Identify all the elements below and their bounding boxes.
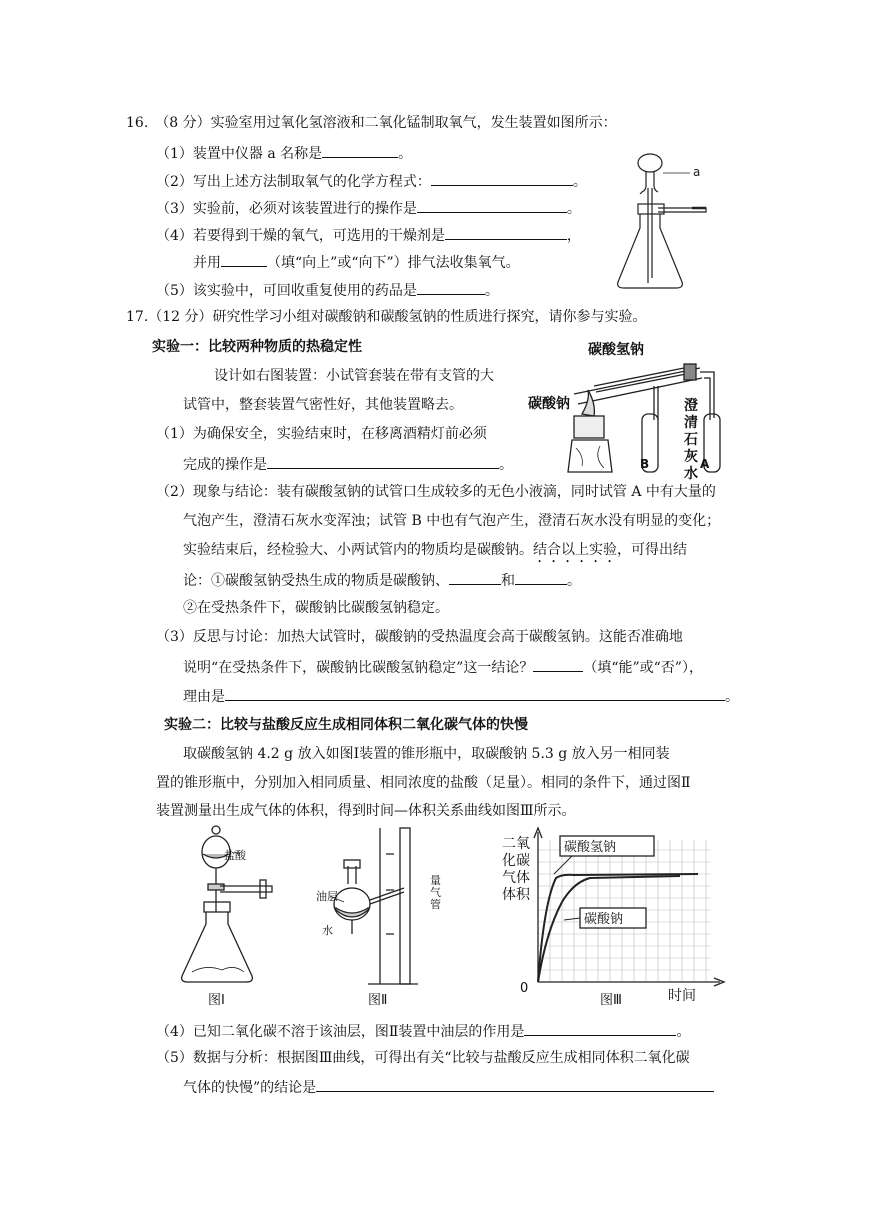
exp1-desc-2: 试管中，整套装置气密性好，其他装置略去。: [183, 397, 463, 413]
q16-part4a: （4）若要得到干燥的氧气，可选用的干燥剂是 ，: [156, 225, 581, 245]
svg-text:A: A: [700, 457, 710, 471]
q17-part1a: （1）为确保安全，实验结束时，在移离酒精灯前必须: [156, 426, 487, 442]
svg-text:石: 石: [684, 432, 698, 448]
answer-blank[interactable]: [445, 225, 567, 240]
svg-text:B: B: [640, 457, 650, 471]
svg-text:化碳: 化碳: [502, 853, 530, 869]
q17-part4: （4）已知二氧化碳不溶于该油层，图Ⅱ装置中油层的作用是 。: [156, 1021, 690, 1041]
svg-text:气体: 气体: [502, 870, 530, 886]
q17-part2b: 气泡产生，澄清石灰水变浑浊；试管 B 中也有气泡产生，澄清石灰水没有明显的变化；: [183, 513, 721, 529]
oxygen-generator-figure: [610, 148, 730, 293]
svg-text:时间: 时间: [668, 988, 696, 1004]
q16-stem: 16. （8 分）实验室用过氧化氢溶液和二氧化锰制取氧气，发生装置如图所示：: [126, 115, 617, 131]
q17-part2d: 论：①碳酸氢钠受热生成的物质是碳酸钠、 和 。: [183, 570, 581, 590]
svg-text:图Ⅲ: 图Ⅲ: [600, 993, 622, 1008]
q17-part1b: 完成的操作是 。: [183, 454, 513, 474]
answer-blank[interactable]: [322, 143, 398, 158]
q17-part2c: 实验结束后，经检验大、小两试管内的物质均是碳酸钠。结合以上实验，可得出结: [183, 542, 687, 558]
answer-blank[interactable]: [515, 570, 567, 585]
q17-part2e: ②在受热条件下，碳酸钠比碳酸氢钠稳定。: [183, 600, 449, 616]
exp2-title: 实验二：比较与盐酸反应生成相同体积二氧化碳气体的快慢: [164, 717, 528, 733]
svg-text:碳酸钠: 碳酸钠: [528, 396, 570, 412]
exp2-para-2: 置的锥形瓶中，分别加入相同质量、相同浓度的盐酸（足量）。相同的条件下，通过图Ⅱ: [156, 775, 691, 791]
answer-blank[interactable]: [533, 657, 583, 672]
q17-part3a: （3）反思与讨论：加热大试管时，碳酸钠的受热温度会高于碳酸氢钠。这能否准确地: [156, 629, 683, 645]
svg-text:盐酸: 盐酸: [224, 849, 246, 862]
svg-text:灰: 灰: [684, 449, 698, 465]
svg-text:碳酸氢钠: 碳酸氢钠: [564, 840, 617, 855]
q17-part3b: 说明“在受热条件下，碳酸钠比碳酸氢钠稳定”这一结论？ （填“能”或“否”），: [183, 657, 703, 677]
svg-text:量: 量: [430, 874, 441, 887]
svg-text:0: 0: [520, 981, 529, 996]
answer-blank[interactable]: [431, 171, 573, 186]
answer-blank[interactable]: [417, 280, 485, 295]
figure-I-flask: [176, 822, 286, 1012]
q16-part1: （1）装置中仪器 a 名称是 。: [156, 143, 412, 163]
answer-blank[interactable]: [524, 1021, 676, 1036]
svg-text:碳酸钠: 碳酸钠: [584, 912, 624, 927]
exp2-para-3: 装置测量出生成气体的体积，得到时间—体积关系曲线如图Ⅲ所示。: [156, 803, 576, 819]
svg-text:a: a: [693, 165, 701, 179]
answer-blank[interactable]: [225, 686, 725, 701]
svg-text:管: 管: [430, 898, 441, 911]
exp1-title: 实验一：比较两种物质的热稳定性: [152, 339, 362, 355]
answer-blank[interactable]: [449, 570, 501, 585]
q16-part2: （2）写出上述方法制取氧气的化学方程式： 。: [156, 171, 587, 191]
svg-text:澄: 澄: [684, 398, 698, 414]
q17-stem: 17.（12 分）研究性学习小组对碳酸钠和碳酸氢钠的性质进行探究，请你参与实验。: [126, 309, 647, 325]
svg-text:水: 水: [322, 924, 333, 937]
answer-blank[interactable]: [221, 252, 267, 267]
q16-part4b: 并用 （填“向上”或“向下”）排气法收集氧气。: [193, 252, 520, 272]
svg-text:图Ⅱ: 图Ⅱ: [368, 993, 388, 1008]
q16-part5: （5）该实验中，可回收重复使用的药品是 。: [156, 280, 499, 300]
q17-part5b: 气体的快慢”的结论是: [183, 1077, 714, 1097]
figure-III-volume-time-chart: [480, 822, 730, 1012]
answer-blank[interactable]: [267, 454, 499, 469]
q17-part2a: （2）现象与结论：装有碳酸氢钠的试管口生成较多的无色小液滴，同时试管 A 中有大量的: [156, 484, 716, 500]
q16-part3: （3）实验前，必须对该装置进行的操作是 。: [156, 198, 581, 218]
svg-text:油层: 油层: [316, 890, 338, 903]
svg-text:水: 水: [684, 466, 698, 482]
svg-text:碳酸氢钠: 碳酸氢钠: [588, 342, 644, 358]
svg-text:气: 气: [430, 886, 441, 899]
svg-text:图Ⅰ: 图Ⅰ: [208, 993, 225, 1008]
answer-blank[interactable]: [417, 198, 567, 213]
svg-text:体积: 体积: [502, 887, 530, 903]
exp1-desc-1: 设计如右图装置：小试管套装在带有支管的大: [214, 368, 494, 384]
exp2-para-1: 取碳酸氢钠 4.2 g 放入如图Ⅰ装置的锥形瓶中，取碳酸钠 5.3 g 放入另一相同装: [183, 746, 670, 762]
q17-part5a: （5）数据与分析：根据图Ⅲ曲线，可得出有关“比较与盐酸反应生成相同体积二氧化碳: [156, 1050, 690, 1066]
answer-blank[interactable]: [316, 1077, 714, 1092]
figure-II-gas-measure: [308, 824, 458, 1014]
svg-text:二氧: 二氧: [502, 836, 530, 852]
thermal-stability-figure: [524, 338, 744, 482]
q17-part3c: 理由是 。: [183, 686, 739, 706]
svg-text:清: 清: [684, 415, 698, 431]
